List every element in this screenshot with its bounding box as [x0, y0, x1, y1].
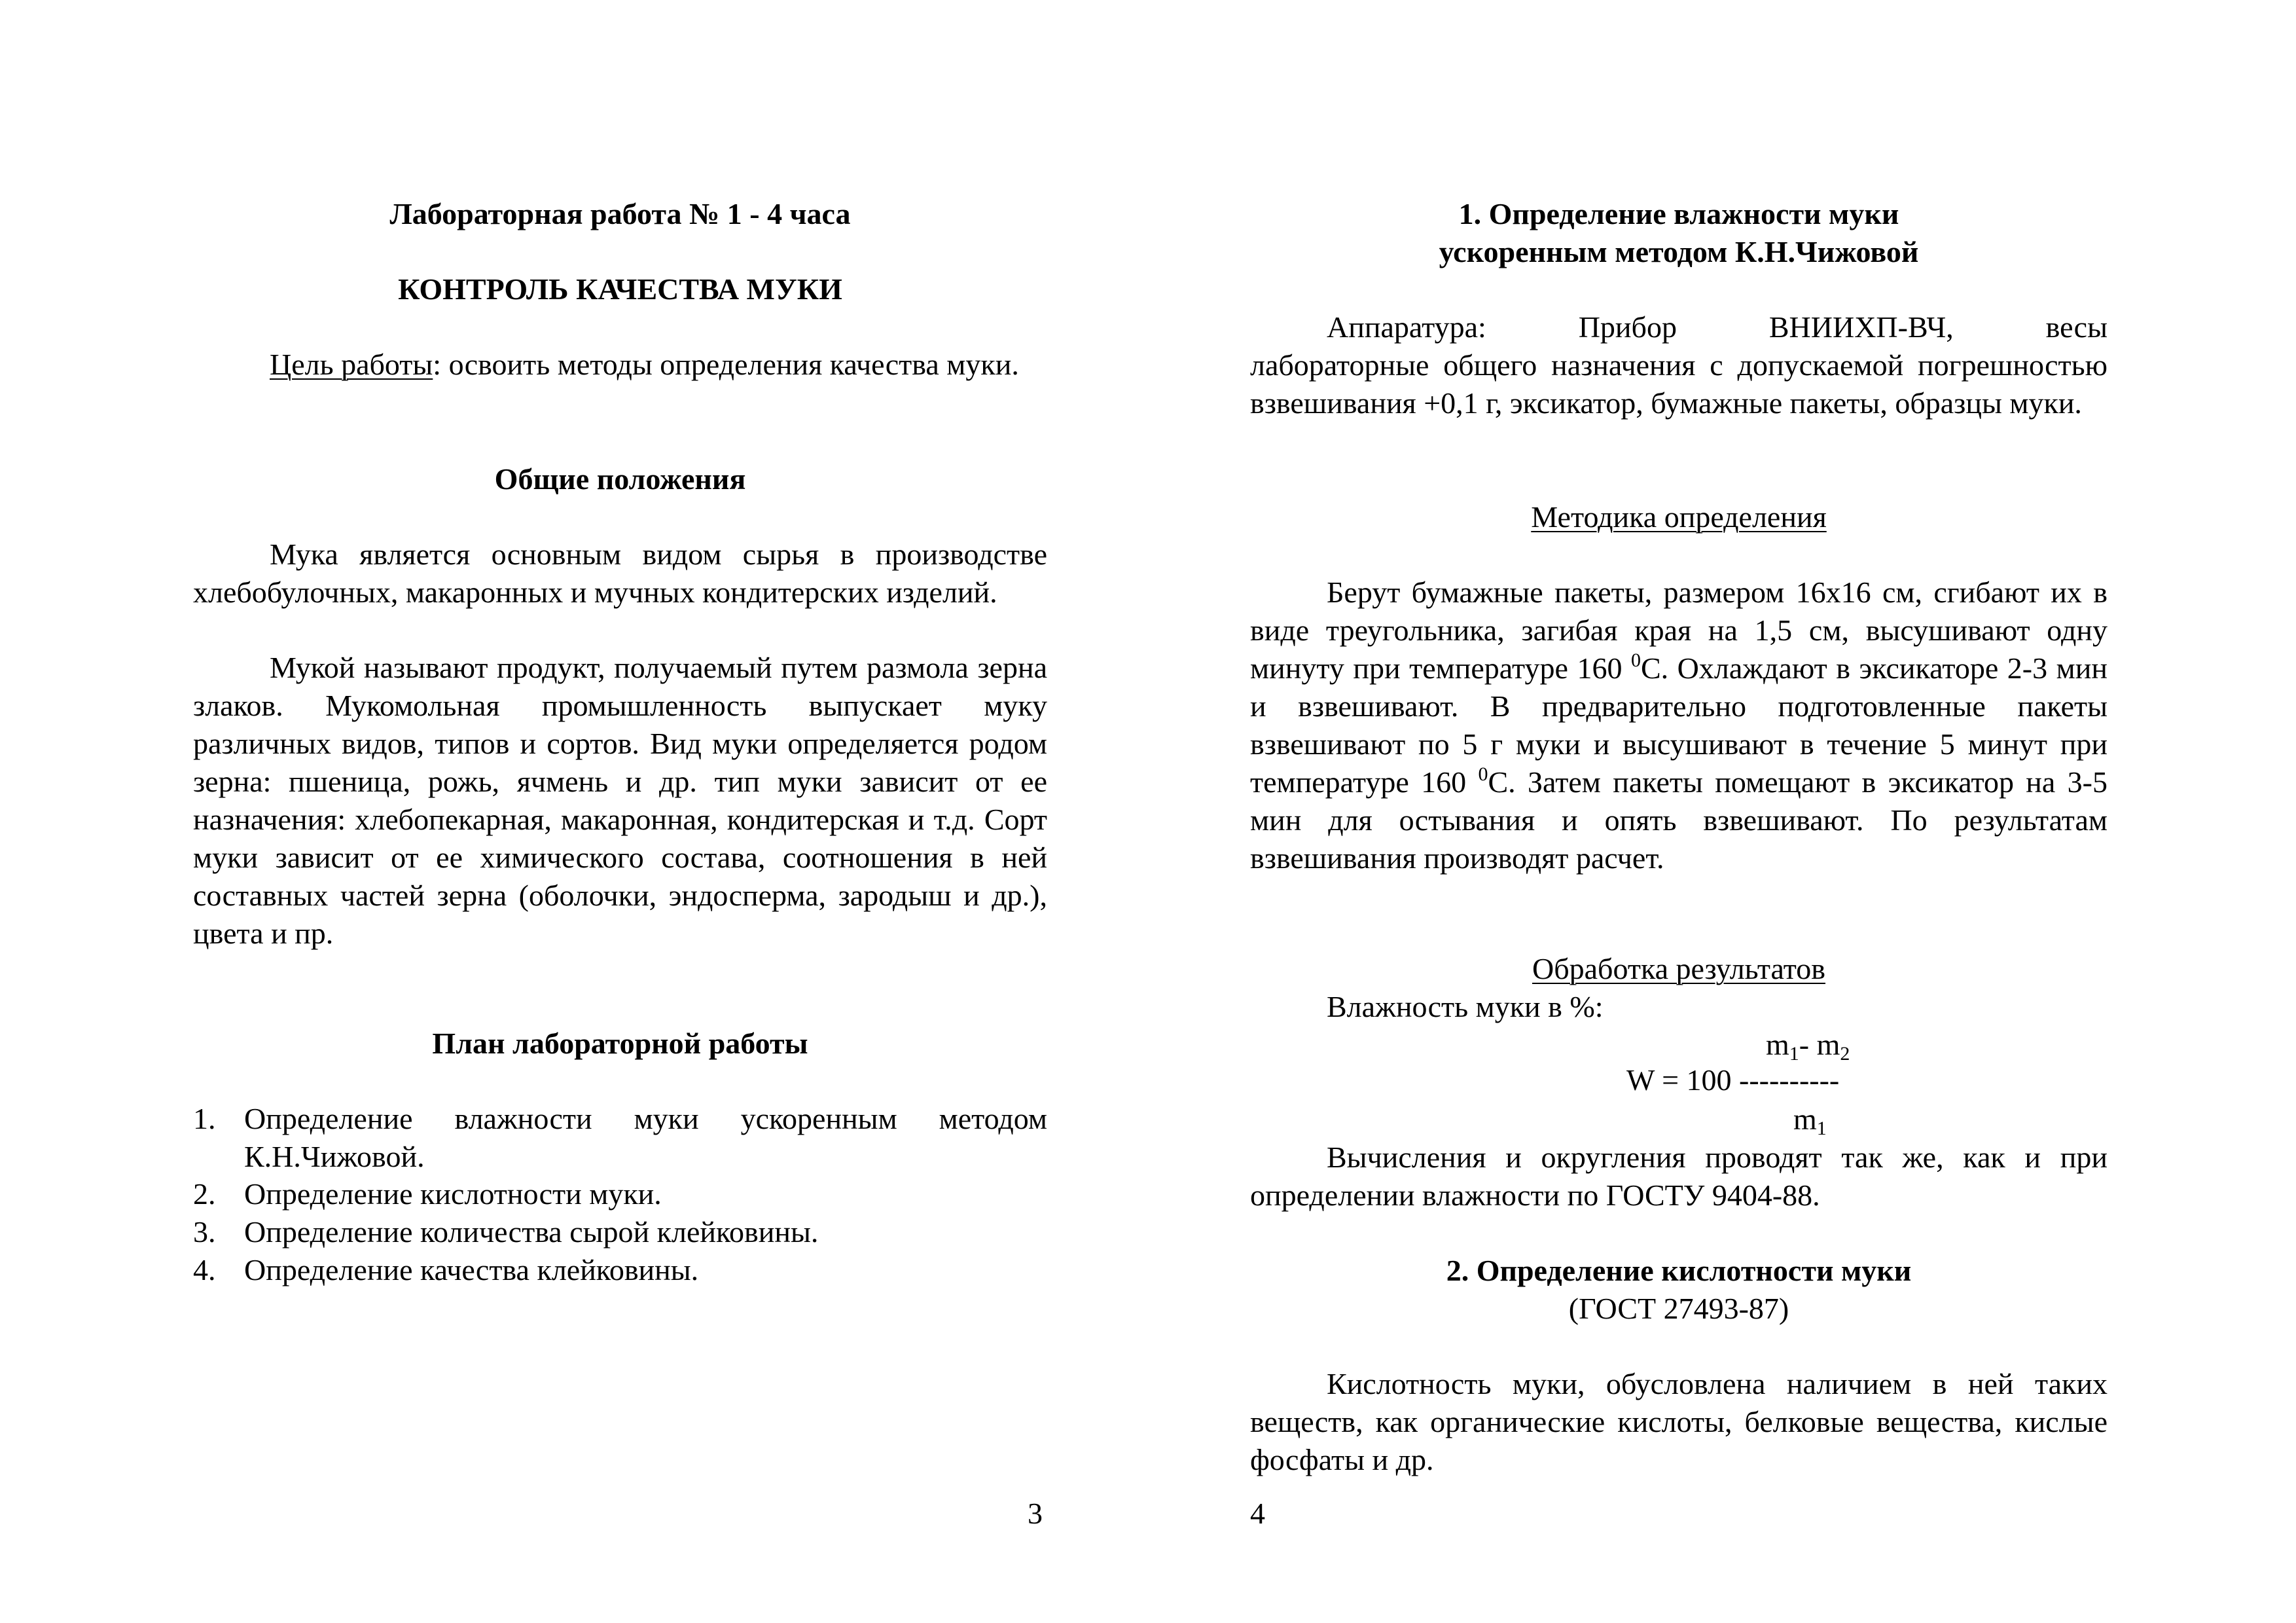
- formula-m: m: [1793, 1103, 1817, 1136]
- method-heading-text: Методика определения: [1531, 500, 1827, 534]
- page-number: 4: [1250, 1497, 1265, 1530]
- plan-item: [193, 1213, 1047, 1251]
- apparatus-line1: Аппаратура: Прибор ВНИИХП-ВЧ, весы: [1327, 310, 2108, 344]
- method-text-b: С. Охлаждают в эксикаторе 2-3 мин и взвешивают. В предварительно подготовленные пакеты взвешивают по 5 г муки и высушивают в течение 5 минут при температуре 160: [1250, 651, 2108, 799]
- method-text-c: С. Затем пакеты помещают в эксикатор на 3-5 мин для остывания и опять взвешивают. По результатам взвешивания производят расчет.: [1250, 765, 2108, 875]
- paragraph-1: Мука является основным видом сырья в производстве хлебобулочных, макаронных и мучных кондитерских изделий.: [193, 538, 1047, 609]
- plan-item: [193, 1251, 1047, 1289]
- lab-title: Лабораторная работа № 1 - 4 часа: [389, 197, 851, 230]
- plan-item-number: 1.: [193, 1102, 216, 1135]
- formula-sub: 1: [1789, 1043, 1799, 1065]
- right-page: [1250, 0, 2108, 1623]
- method-heading: [1250, 498, 2108, 536]
- acidity-paragraph: Кислотность муки, обусловлена наличием в ней таких веществ, как органические кислоты, белковые вещества, кислые фосфаты и др.: [1250, 1367, 2108, 1476]
- formula-sub: 1: [1816, 1118, 1827, 1139]
- plan-heading: План лабораторной работы: [432, 1027, 808, 1060]
- section1-title-line1: 1. Определение влажности муки: [1458, 197, 1899, 230]
- plan-item-text: Определение количества сырой клейковины.: [244, 1215, 819, 1249]
- plan-item-number: 3.: [193, 1215, 216, 1249]
- control-title: КОНТРОЛЬ КАЧЕСТВА МУКИ: [398, 272, 842, 306]
- general-heading: Общие положения: [494, 462, 746, 496]
- plan-item-number: 2.: [193, 1177, 216, 1211]
- humidity-label: Влажность муки в %:: [1327, 990, 1604, 1023]
- formula-minus-m: - m: [1799, 1028, 1840, 1061]
- goal-text: : освоить методы определения качества муки.: [433, 348, 1019, 381]
- results-heading-text: Обработка результатов: [1532, 952, 1825, 985]
- plan-item-text: Определение кислотности муки.: [244, 1177, 662, 1211]
- formula-lhs: W = 100 ----------: [1626, 1063, 1840, 1097]
- degree-sup: 0: [1478, 763, 1488, 785]
- apparatus-text: лабораторные общего назначения с допускаемой погрешностью взвешивания +0,1 г, эксикатор, бумажные пакеты, образцы муки.: [1250, 348, 2108, 420]
- section2-gost: (ГОСТ 27493-87): [1568, 1292, 1789, 1325]
- section1-title-line2: ускоренным методом К.Н.Чижовой: [1439, 235, 1919, 268]
- plan-item: [193, 1100, 1047, 1176]
- section2-title: 2. Определение кислотности муки: [1446, 1254, 1912, 1287]
- calc-paragraph: Вычисления и округления проводят так же, как и при определении влажности по ГОСТУ 9404-88.: [1250, 1140, 2108, 1212]
- plan-item-number: 4.: [193, 1253, 216, 1286]
- goal-label: Цель работы: [270, 348, 433, 381]
- goal-paragraph: [193, 346, 1047, 384]
- left-page: [193, 0, 1047, 1623]
- method-paragraph: [1250, 574, 2108, 877]
- page-number: 3: [1028, 1497, 1043, 1530]
- plan-item-text: Определение качества клейковины.: [244, 1253, 699, 1286]
- formula-sub: 2: [1840, 1043, 1850, 1065]
- method-text-a: Берут бумажные пакеты, размером 16х16 см, сгибают их в виде треугольника, загибая края на 1,5 см, высушивают одну минуту при температуре 160: [1250, 575, 2108, 685]
- formula-m: m: [1766, 1028, 1789, 1061]
- results-heading: [1250, 950, 2108, 988]
- plan-item: [193, 1175, 1047, 1213]
- degree-sup: 0: [1630, 649, 1641, 671]
- paragraph-2: Мукой называют продукт, получаемый путем размола зерна злаков. Мукомольная промышленность выпускает муку различных видов, типов и сортов. Вид муки определяется родом зерна: пшеница, рожь, ячмень и др. тип муки зависит от ее назначения: хлебопекарная, макаронная, кондитерская и т.д. Сорт муки зависит от ее химического состава, соотношения в ней составных частей зерна (оболочки, эндосперма, зародыш и др.), цвета и пр.: [193, 651, 1047, 950]
- plan-item-text: Определение влажности муки ускоренным методом К.Н.Чижовой.: [244, 1102, 1047, 1173]
